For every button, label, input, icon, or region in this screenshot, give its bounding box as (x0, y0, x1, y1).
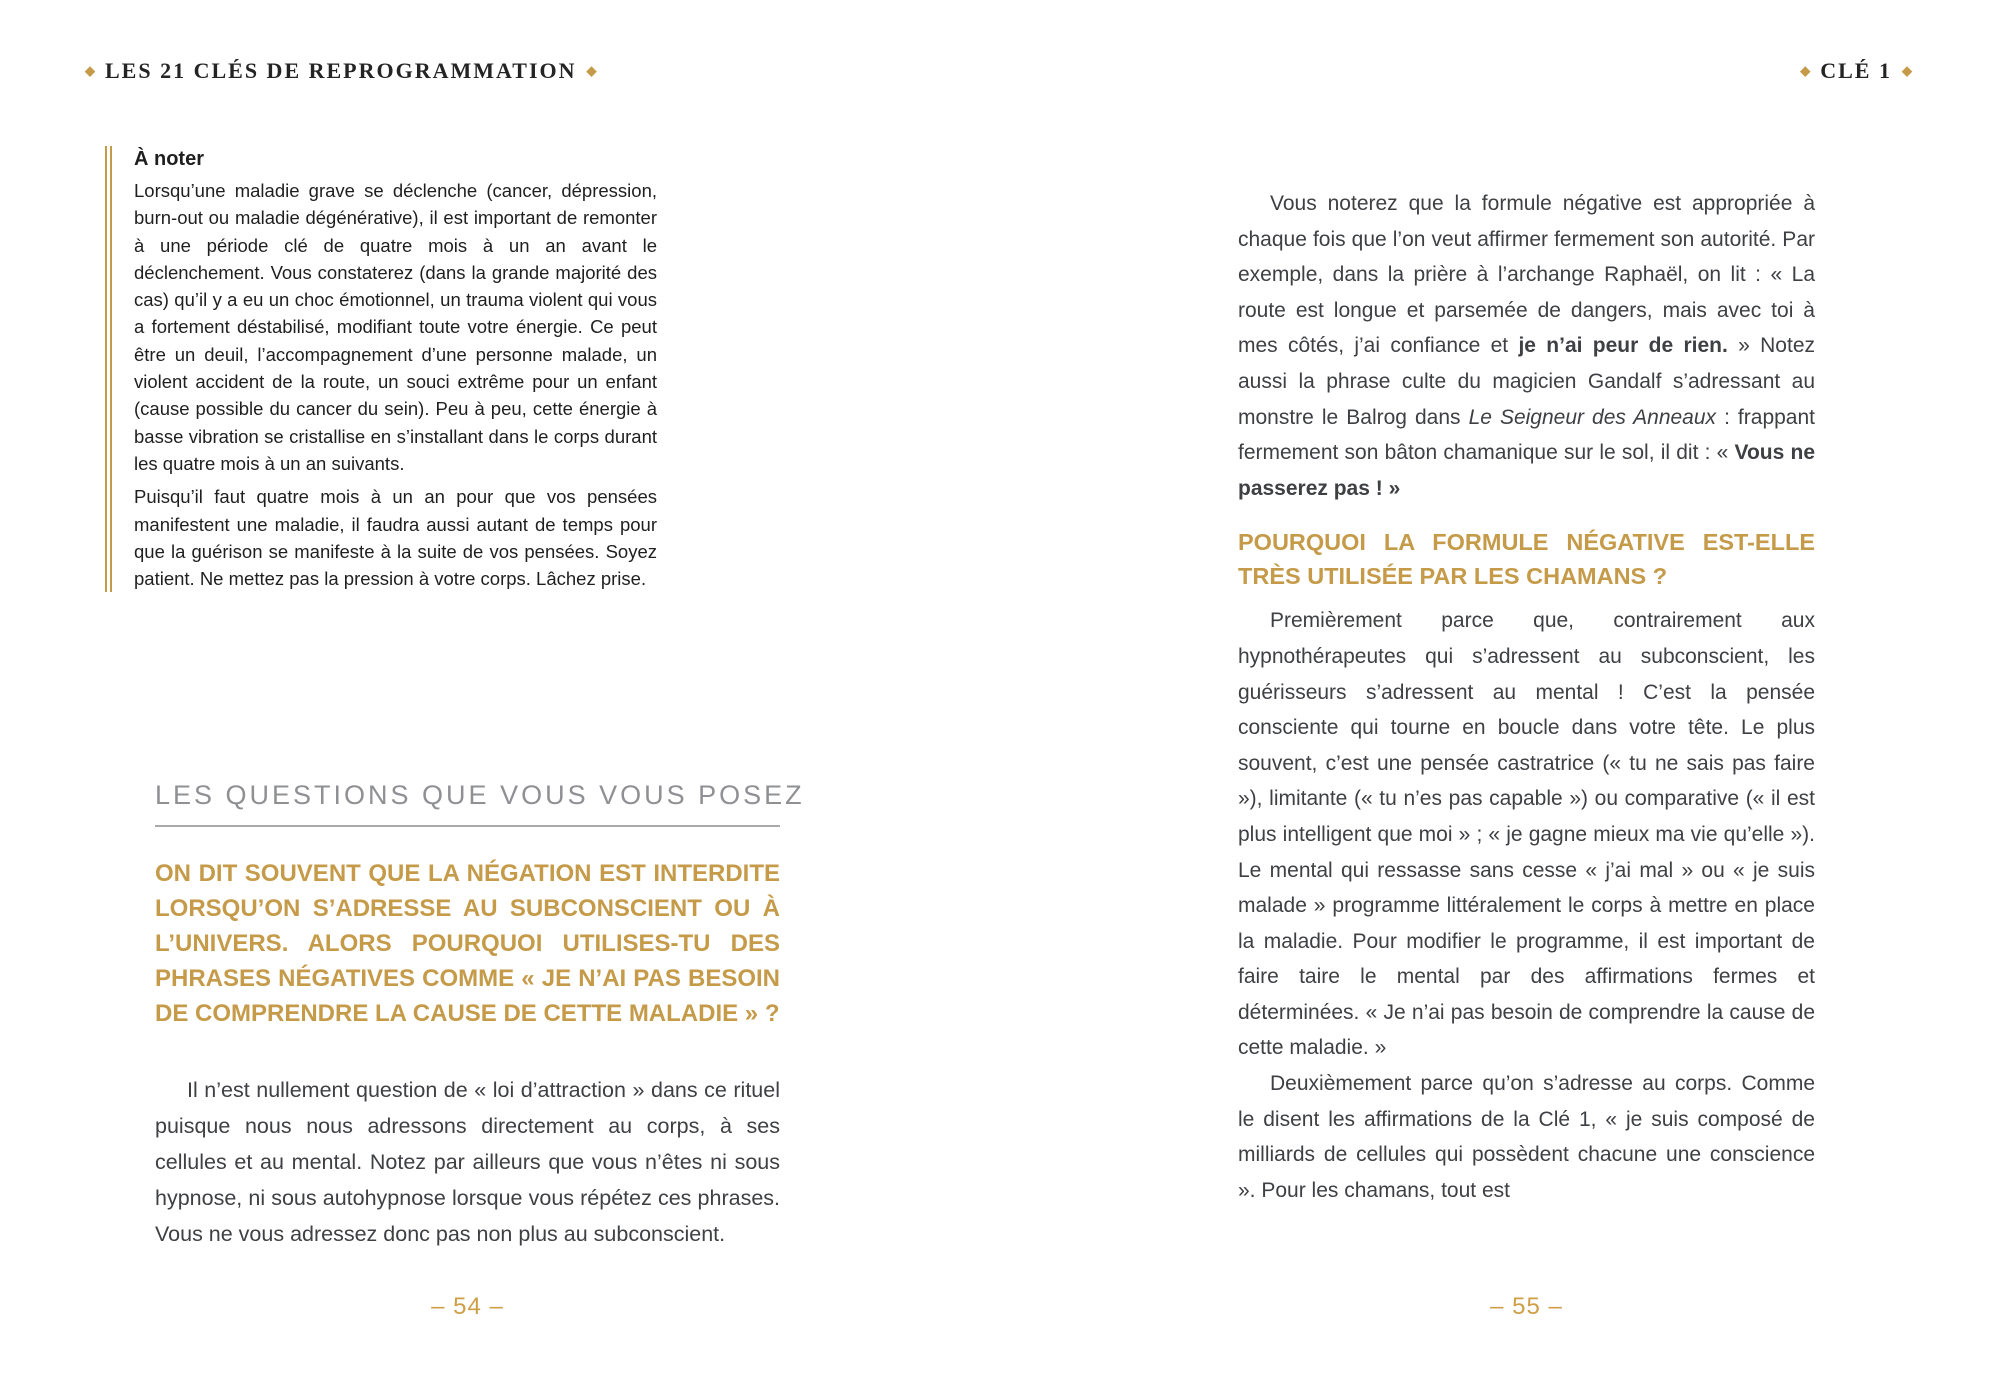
page-number-right: – 55 – (1490, 1293, 1563, 1320)
paragraph-negative-formula: Vous noterez que la formule négative est appropriée à chaque fois que l’on veut affirmer fermement son autorité. Par exemple, dans la prière à l’archange Raphaël, on lit : « La route est longue et parsemée de dangers, mais avec toi à mes côtés, j’ai confiance et je n’ai peur de rien. » Notez aussi la phrase culte du magicien Gandalf s’adressant au monstre le Balrog dans Le Seigneur des Anneaux : frappant fermement son bâton chamanique sur le sol, il dit : « Vous ne passerez pas ! » (1238, 192, 1816, 500)
answer-paragraph: Il n’est nullement question de « loi d’attraction » dans ce rituel puisque nous nous adressons directement au corps, à ses cellules et au mental. Notez par ailleurs que vous n’êtes ni sous hypnose, ni sous autohypnose lorsque vous répétez ces phrases. Vous ne vous adressez donc pas non plus au subconscient. (155, 1078, 780, 1246)
page-number-left: – 54 – (431, 1293, 504, 1320)
note-paragraph-1: Lorsqu’une maladie grave se déclenche (cancer, dépression, burn-out ou maladie dégénérative), il est important de remonter à une période clé de quatre mois à un an avant le déclenchement. Vous constaterez (dans la grande majorité des cas) qu’il y a eu un choc émotionnel, un trauma violent qui vous a fortement déstabilisé, modifiant toute votre énergie. Ce peut être un deuil, l’accompagnement d’une personne malade, un violent accident de la route, un souci extrême pour un enfant (cause possible du cancer du sein). Peu à peu, cette énergie à basse vibration se cristallise en s’installant dans le corps durant les quatre mois à un an suivants. (134, 180, 657, 474)
diamond-icon: ◆ (1800, 63, 1811, 78)
note-paragraph-2: Puisqu’il faut quatre mois à un an pour que vos pensées manifestent une maladie, il faudra aussi autant de temps pour que la guérison se manifeste à la suite de vos pensées. Soyez patient. Ne mettez pas la pression à votre corps. Lâchez prise. (134, 486, 657, 590)
running-head-right (1800, 58, 1912, 84)
paragraph-premierement: Premièrement parce que, contrairement aux hypnothérapeutes qui s’adressent au subconscient, les guérisseurs s’adressent au mental ! C’est la pensée consciente qui tourne en boucle dans votre tête. Le plus souvent, c’est une pensée castratrice (« tu ne sais pas faire »), limitante (« tu n’es pas capable ») ou comparative (« il est plus intelligent que moi » ; « je gagne mieux ma vie qu’elle »). Le mental qui ressasse sans cesse « j’ai mal » ou « je suis malade » programme littéralement le corps à mettre en place la maladie. Pour modifier le programme, il est important de faire taire le mental par des affirmations fermes et déterminées. « Je n’ai pas besoin de comprendre la cause de cette maladie. » (1238, 609, 1815, 1060)
note-block (105, 146, 657, 592)
chapter-title: CLÉ 1 (1820, 58, 1892, 83)
diamond-icon: ◆ (586, 63, 597, 78)
note-title: À noter (134, 148, 204, 170)
paragraph-deuxiemement: Deuxièmement parce qu’on s’adresse au corps. Comme le disent les affirmations de la Clé 1, « je suis composé de milliards de cellules qui possèdent chacune une conscience ». Pour les chamans, tout est (1238, 1072, 1815, 1202)
diamond-icon: ◆ (85, 63, 95, 78)
right-page-column (1238, 186, 1815, 1208)
reader-question: ON DIT SOUVENT QUE LA NÉGATION EST INTERDITE LORSQU’ON S’ADRESSE AU SUBCONSCIENT OU À L’UNIVERS. ALORS POURQUOI UTILISES-TU DES PHRASES NÉGATIVES COMME « JE N’AI PAS BESOIN DE COMPRENDRE LA CAUSE DE CETTE MALADIE » ? (155, 860, 780, 1027)
book-title: LES 21 CLÉS DE REPROGRAMMATION (105, 58, 577, 83)
diamond-icon: ◆ (1902, 63, 1912, 78)
running-head-left (85, 58, 597, 84)
section-heading: LES QUESTIONS QUE VOUS VOUS POSEZ (155, 780, 780, 827)
chamans-heading: POURQUOI LA FORMULE NÉGATIVE EST-ELLE TRÈS UTILISÉE PAR LES CHAMANS ? (1238, 529, 1815, 590)
